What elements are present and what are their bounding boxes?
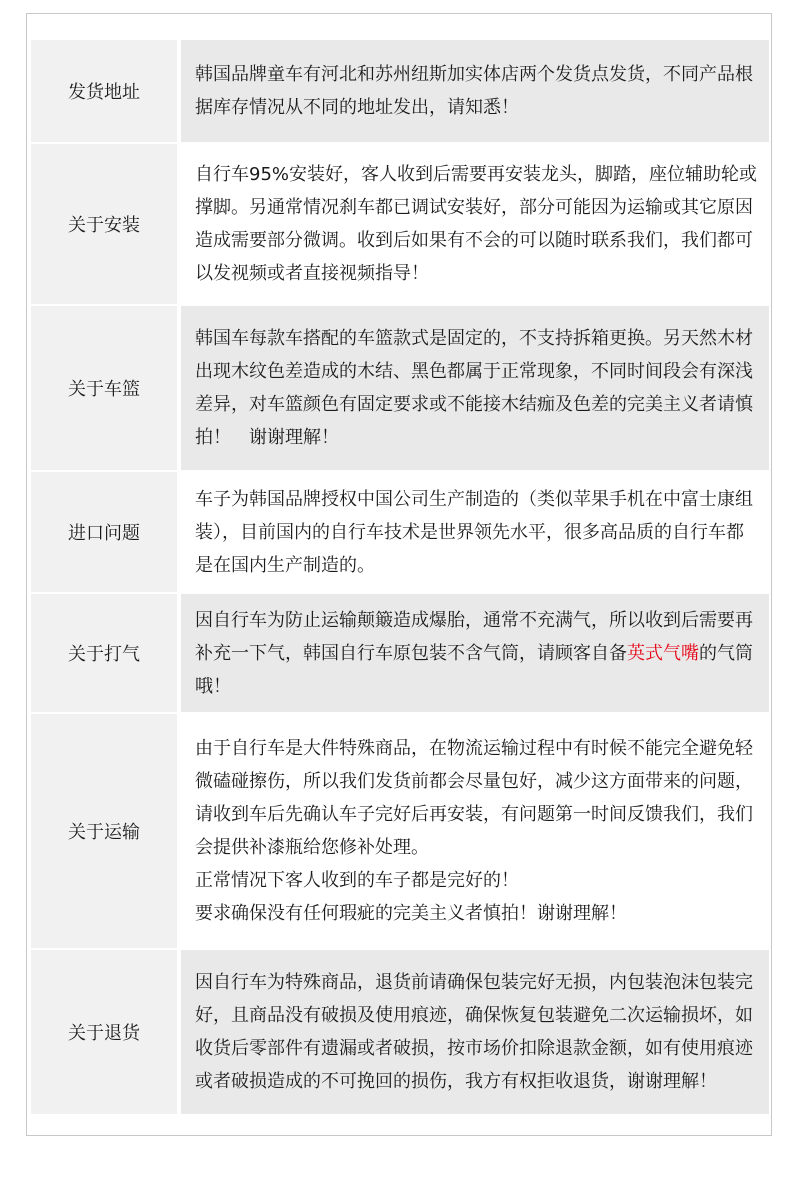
row-label: 关于安装 (31, 144, 177, 304)
row-returns (31, 950, 769, 1116)
row-text: 由于自行车是大件特殊商品，在物流运输过程中有时候不能完全避免轻微磕碰擦伤，所以我们发货前都会尽量包好，减少这方面带来的问题，请收到车后先确认车子完好后再安装，有问题第一时间反馈我们，我们会提供补漆瓶给您修补处理。 (195, 738, 753, 858)
row-content (181, 714, 769, 948)
row-basket (31, 306, 769, 472)
row-shipping-address (31, 40, 769, 144)
row-text: 因自行车为特殊商品，退货前请确保包装完好无损，内包装泡沫包装完好，且商品没有破损及使用痕迹，确保恢复包装避免二次运输损坏，如收货后零部件有遗漏或者破损，按市场价扣除退款金额，如有使用痕迹或者破损造成的不可挽回的损伤，我方有权拒收退货，谢谢理解！ (195, 972, 753, 1092)
row-label: 关于打气 (31, 594, 177, 712)
row-content (181, 594, 769, 712)
row-text: 自行车95%安装好，客人收到后需要再安装龙头，脚踏，座位辅助轮或撑脚。另通常情况刹车都已调试安装好，部分可能因为运输或其它原因造成需要部分微调。收到后如果有不会的可以随时联系我们，我们都可以发视频或者直接视频指导！ (195, 164, 758, 284)
row-text: 韩国品牌童车有河北和苏州纽斯加实体店两个发货点发货，不同产品根据库存情况从不同的地址发出，请知悉！ (195, 64, 753, 118)
row-text-before: 因自行车为防止运输颠簸造成爆胎，通常不充满气，所以收到后需要再补充一下气，韩国自行车原包装不含气筒，请顾客自备 (195, 609, 753, 664)
notice-frame (26, 13, 772, 1136)
row-content (181, 306, 769, 470)
row-content (181, 40, 769, 142)
row-text: 韩国车每款车搭配的车篮款式是固定的，不支持拆箱更换。另天然木材出现木纹色差造成的木结、黑色都属于正常现象，不同时间段会有深浅差异，对车篮颜色有固定要求或不能接木结痂及色差的完美主义者请慎拍！ 谢谢理解！ (195, 328, 753, 448)
row-label: 关于运输 (31, 714, 177, 948)
row-label: 关于退货 (31, 950, 177, 1114)
row-transport (31, 714, 769, 950)
valve-type-highlight: 英式气嘴 (627, 642, 699, 664)
row-content (181, 472, 769, 592)
row-import (31, 472, 769, 594)
row-content (181, 144, 769, 304)
row-content (181, 950, 769, 1114)
row-text (195, 604, 759, 703)
notice-table (31, 40, 769, 1116)
row-text-after: 的气筒哦！ (195, 642, 753, 697)
row-label: 进口问题 (31, 472, 177, 592)
row-inflation (31, 594, 769, 714)
row-label: 关于车篮 (31, 306, 177, 470)
row-installation (31, 144, 769, 306)
row-text: 车子为韩国品牌授权中国公司生产制造的（类似苹果手机在中富士康组装），目前国内的自行车技术是世界领先水平，很多高品质的自行车都是在国内生产制造的。 (195, 488, 753, 576)
row-text: 正常情况下客人收到的车子都是完好的！ (195, 870, 519, 891)
row-text: 要求确保没有任何瑕疵的完美主义者慎拍！谢谢理解！ (195, 903, 627, 924)
row-label: 发货地址 (31, 40, 177, 142)
